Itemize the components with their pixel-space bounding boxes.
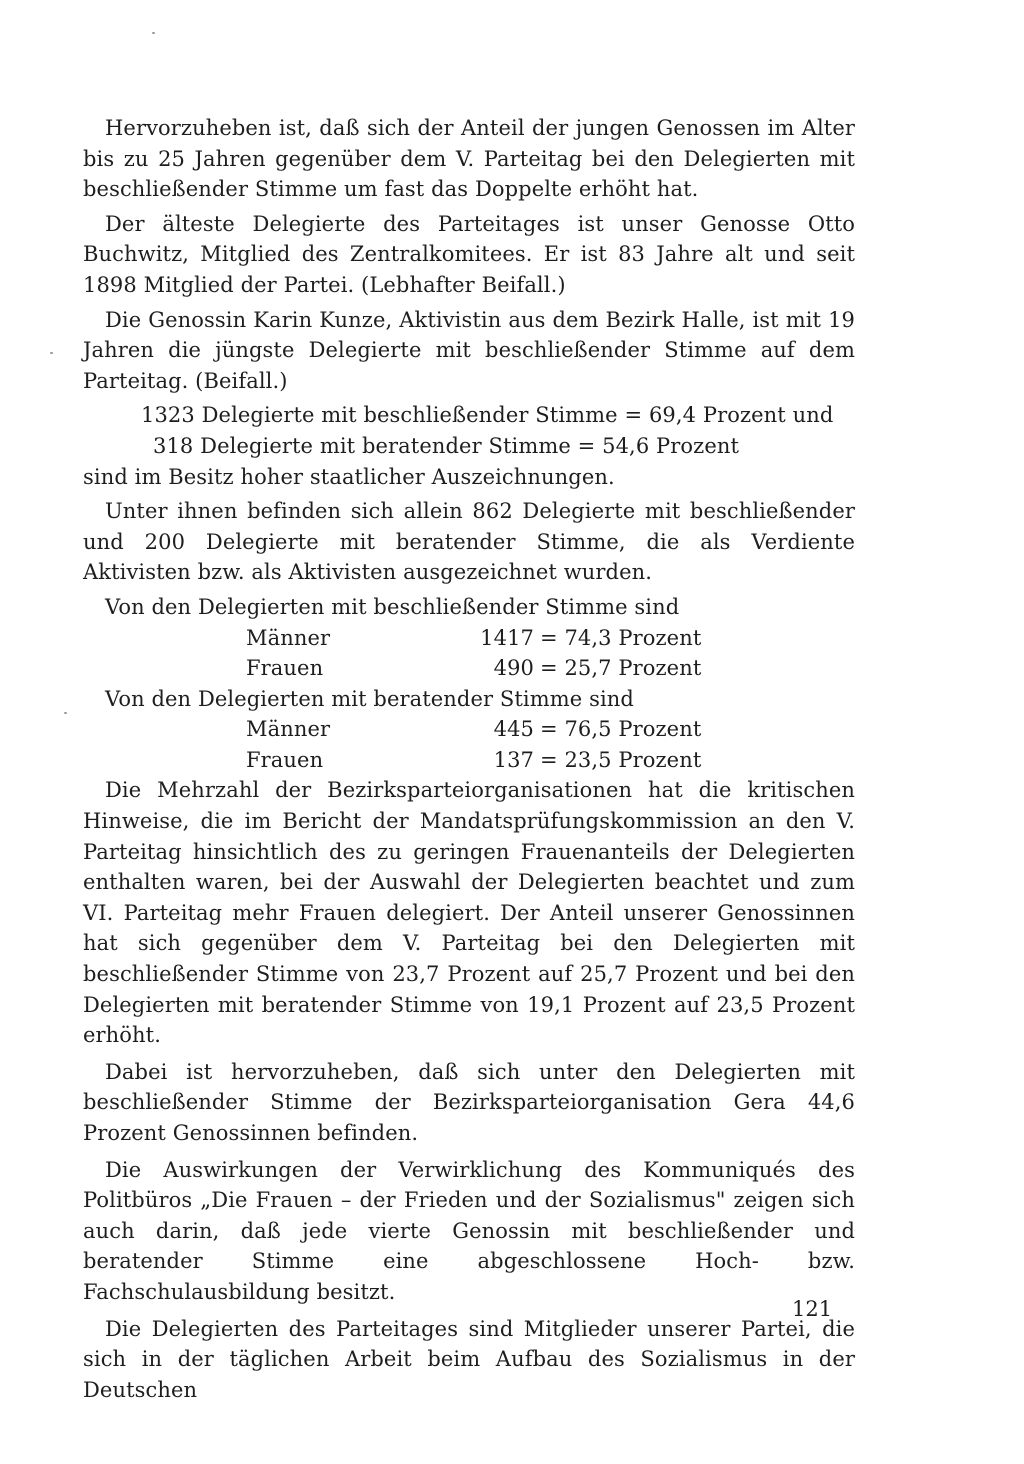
gender-label: Männer	[246, 717, 331, 742]
voting-gender-table	[246, 623, 701, 684]
paragraph-young-members: Hervorzuheben ist, daß sich der Anteil der jungen Genossen im Alter bis zu 25 Jahren gegenüber dem V. Parteitag bei den Delegierten mit beschließender Stimme um fast das Doppelte erhöht hat.	[83, 116, 855, 202]
table-row	[246, 653, 701, 684]
gender-percent: = 23,5 Prozent	[540, 747, 702, 772]
awards-line-voting: 1323 Delegierte mit beschließender Stimme = 69,4 Prozent und	[141, 403, 834, 428]
gender-label: Männer	[246, 625, 331, 650]
advisory-intro: Von den Delegierten mit beratender Stimme sind	[105, 686, 634, 711]
scan-speck	[50, 352, 53, 354]
awards-line-advisory: 318 Delegierte mit beratender Stimme = 54,6 Prozent	[153, 433, 740, 458]
advisory-gender-block	[83, 684, 855, 776]
paragraph-gera: Dabei ist hervorzuheben, daß sich unter den Delegierten mit beschließender Stimme der Bezirksparteiorganisation Gera 44,6 Prozent Genossinnen befinden.	[83, 1059, 855, 1145]
gender-percent: = 25,7 Prozent	[540, 656, 702, 681]
gender-label: Frauen	[246, 747, 324, 772]
paragraph-oldest-delegate: Der älteste Delegierte des Parteitages ist unser Genosse Otto Buchwitz, Mitglied des Zentralkomitees. Er ist 83 Jahre alt und seit 1898 Mitglied der Partei. (Lebhafter Beifall.)	[83, 211, 855, 297]
table-row	[246, 745, 701, 776]
page-number: 121	[792, 1297, 833, 1321]
gender-label: Frauen	[246, 656, 324, 681]
gender-count: 490	[493, 656, 534, 681]
gender-percent: = 76,5 Prozent	[540, 717, 702, 742]
voting-intro: Von den Delegierten mit beschließender Stimme sind	[105, 594, 680, 619]
paragraph-communique: Die Auswirkungen der Verwirklichung des Kommuniqués des Politbüros „Die Frauen – der Frieden und der Sozialismus" zeigen sich auch darin, daß jede vierte Genossin mit beschließender und beratender Stimme eine abgeschlossene Hoch- bzw. Fachschulausbildung besitzt.	[83, 1157, 855, 1304]
scan-speck	[152, 32, 155, 34]
gender-count: 445	[493, 717, 534, 742]
document-body	[83, 113, 855, 1409]
awards-conclusion: sind im Besitz hoher staatlicher Auszeichnungen.	[83, 464, 615, 489]
paragraph-activists: Unter ihnen befinden sich allein 862 Delegierte mit beschließender und 200 Delegierte mit beratender Stimme, die als Verdiente Aktivisten bzw. als Aktivisten ausgezeichnet wurden.	[83, 499, 855, 585]
gender-count: 1417	[480, 625, 534, 650]
gender-count: 137	[493, 747, 534, 772]
paragraph-delegates-members: Die Delegierten des Parteitages sind Mitglieder unserer Partei, die sich in der täglichen Arbeit beim Aufbau des Sozialismus in der Deutschen	[83, 1316, 855, 1402]
scan-speck	[64, 712, 67, 714]
paragraph-women-share: Die Mehrzahl der Bezirksparteiorganisationen hat die kritischen Hinweise, die im Bericht der Mandatsprüfungskommission an den V. Parteitag hinsichtlich des zu geringen Frauenanteils der Delegierten enthalten waren, bei der Auswahl der Delegierten beachtet und zum VI. Parteitag mehr Frauen delegiert. Der Anteil unserer Genossinnen hat sich gegenüber dem V. Parteitag bei den Delegierten mit beschließender Stimme von 23,7 Prozent auf 25,7 Prozent und bei den Delegierten mit beratender Stimme von 19,1 Prozent auf 23,5 Prozent erhöht.	[83, 778, 855, 1048]
voting-gender-block	[83, 592, 855, 684]
awards-block	[83, 400, 855, 492]
advisory-gender-table	[246, 714, 701, 775]
paragraph-youngest-delegate: Die Genossin Karin Kunze, Aktivistin aus dem Bezirk Halle, ist mit 19 Jahren die jüngste Delegierte mit beschließender Stimme auf dem Parteitag. (Beifall.)	[83, 307, 855, 393]
table-row	[246, 714, 701, 745]
gender-percent: = 74,3 Prozent	[540, 625, 702, 650]
table-row	[246, 623, 701, 654]
